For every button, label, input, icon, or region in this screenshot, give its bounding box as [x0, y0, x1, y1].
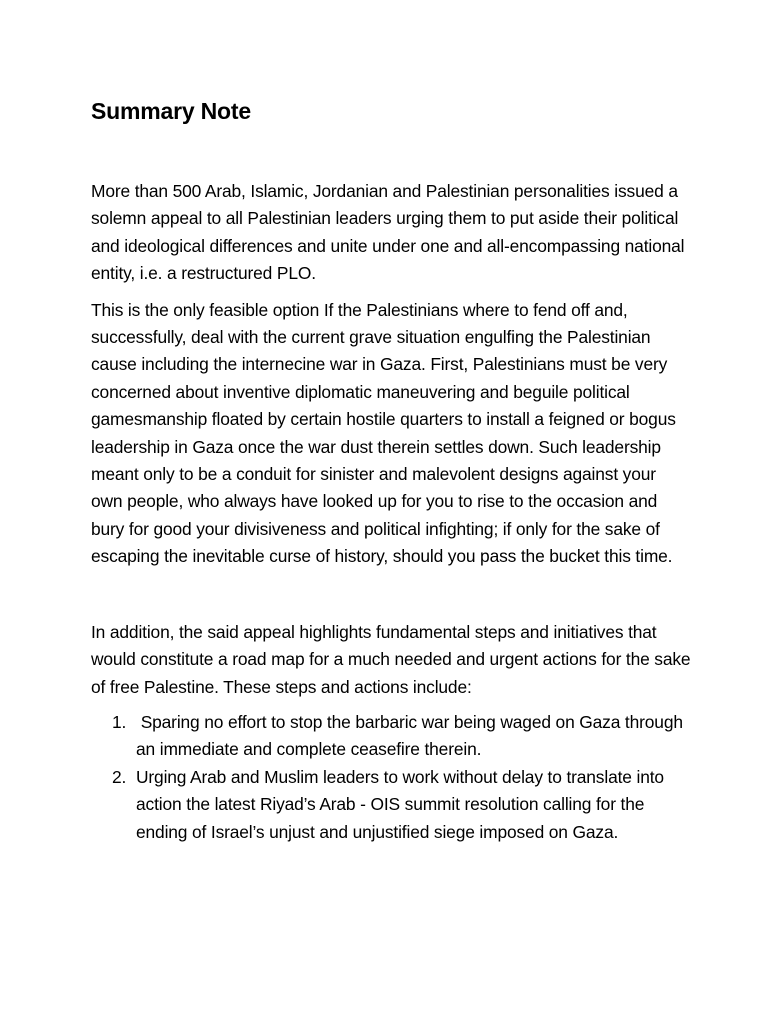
list-item-text: Urging Arab and Muslim leaders to work without delay to translate into action the latest Riyad’s Arab - OIS summit resolution calling for the ending of Israel’s unjust and unjustified siege imposed on Gaza.	[136, 766, 664, 842]
paragraph-road-map: In addition, the said appeal highlights fundamental steps and initiatives that would constitute a road map for a much needed and urgent actions for the sake of free Palestine. These steps and actions include:	[91, 621, 691, 697]
steps-list	[91, 709, 691, 846]
list-item-number: 2.	[112, 766, 127, 787]
paragraph-appeal-intro: More than 500 Arab, Islamic, Jordanian and Palestinian personalities issued a solemn appeal to all Palestinian leaders urging them to put aside their political and ideological differences and unite under one and all-encompassing national entity, i.e. a restructured PLO.	[91, 181, 685, 284]
list-item-text: Sparing no effort to stop the barbaric war being waged on Gaza through an immediate and complete ceasefire therein.	[136, 711, 688, 760]
list-item	[91, 764, 691, 846]
document-body	[91, 178, 691, 846]
paragraph-feasible-option: This is the only feasible option If the Palestinians where to fend off and, successfully, deal with the current grave situation engulfing the Palestinian cause including the internecine war in Gaza. First, Palestinians must be very concerned about inventive diplomatic maneuvering and beguile political gamesmanship floated by certain hostile quarters to install a feigned or bogus leadership in Gaza once the war dust therein settles down. Such leadership meant only to be a conduit for sinister and malevolent designs against your own people, who always have looked up for you to rise to the occasion and bury for good your divisiveness and political infighting; if only for the sake of escaping the inevitable curse of history, should you pass the bucket this time.	[91, 299, 676, 567]
list-item-number: 1.	[112, 711, 127, 732]
list-item	[91, 709, 691, 764]
document-title: Summary Note	[91, 98, 251, 124]
